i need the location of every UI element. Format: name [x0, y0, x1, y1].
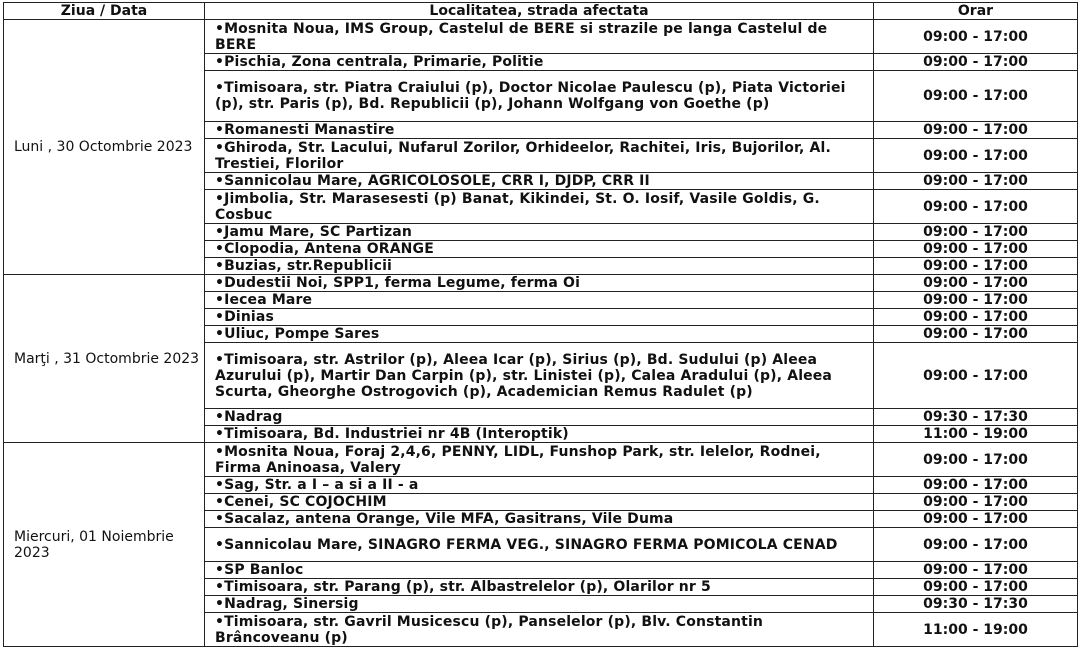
table-row: [4, 20, 1078, 54]
location-cell: •Sannicolau Mare, SINAGRO FERMA VEG., SINAGRO FERMA POMICOLA CENAD: [205, 528, 874, 562]
table-row: [4, 275, 1078, 292]
schedule-cell: 09:00 - 17:00: [874, 54, 1078, 71]
day-cell: Miercuri, 01 Noiembrie 2023: [4, 443, 205, 647]
schedule-cell: 09:00 - 17:00: [874, 326, 1078, 343]
schedule-cell: 09:00 - 17:00: [874, 173, 1078, 190]
location-cell: •Timisoara, str. Piatra Craiului (p), Doctor Nicolae Paulescu (p), Piata Victoriei (p), str. Paris (p), Bd. Republicii (p), Johann Wolfgang von Goethe (p): [205, 71, 874, 122]
schedule-cell: 09:00 - 17:00: [874, 343, 1078, 409]
outage-schedule-table: [3, 2, 1078, 647]
schedule-cell: 09:00 - 17:00: [874, 71, 1078, 122]
schedule-cell: 09:00 - 17:00: [874, 241, 1078, 258]
schedule-cell: 09:00 - 17:00: [874, 275, 1078, 292]
location-cell: •Mosnita Noua, Foraj 2,4,6, PENNY, LIDL, Funshop Park, str. Ielelor, Rodnei, Firma Aninoasa, Valery: [205, 443, 874, 477]
location-cell: •SP Banloc: [205, 562, 874, 579]
schedule-document: [3, 2, 1078, 647]
location-cell: •Iecea Mare: [205, 292, 874, 309]
day-cell: Luni , 30 Octombrie 2023: [4, 20, 205, 275]
location-cell: •Jamu Mare, SC Partizan: [205, 224, 874, 241]
schedule-cell: 09:00 - 17:00: [874, 190, 1078, 224]
header-schedule: Orar: [874, 3, 1078, 20]
schedule-cell: 09:00 - 17:00: [874, 258, 1078, 275]
schedule-cell: 09:00 - 17:00: [874, 443, 1078, 477]
schedule-cell: 09:00 - 17:00: [874, 494, 1078, 511]
location-cell: •Timisoara, str. Gavril Musicescu (p), Panselelor (p), Blv. Constantin Brâncoveanu (p): [205, 613, 874, 647]
schedule-cell: 09:00 - 17:00: [874, 579, 1078, 596]
location-cell: •Sacalaz, antena Orange, Vile MFA, Gasitrans, Vile Duma: [205, 511, 874, 528]
table-header-row: [4, 3, 1078, 20]
schedule-cell: 09:00 - 17:00: [874, 20, 1078, 54]
location-cell: •Pischia, Zona centrala, Primarie, Politie: [205, 54, 874, 71]
schedule-cell: 09:00 - 17:00: [874, 292, 1078, 309]
location-cell: •Ghiroda, Str. Lacului, Nufarul Zorilor, Orhideelor, Rachitei, Iris, Bujorilor, Al. Trestiei, Florilor: [205, 139, 874, 173]
location-cell: •Sag, Str. a I – a si a II - a: [205, 477, 874, 494]
schedule-cell: 09:00 - 17:00: [874, 562, 1078, 579]
location-cell: •Romanesti Manastire: [205, 122, 874, 139]
schedule-cell: 09:00 - 17:00: [874, 477, 1078, 494]
schedule-cell: 09:00 - 17:00: [874, 139, 1078, 173]
location-cell: •Sannicolau Mare, AGRICOLOSOLE, CRR I, DJDP, CRR II: [205, 173, 874, 190]
schedule-cell: 09:00 - 17:00: [874, 122, 1078, 139]
location-cell: •Timisoara, str. Astrilor (p), Aleea Icar (p), Sirius (p), Bd. Sudului (p) Aleea Azurului (p), Martir Dan Carpin (p), str. Linistei (p), Calea Aradului (p), Aleea Scurta, Gheorghe Ostrogovich (p), Academician Remus Radulet (p): [205, 343, 874, 409]
location-cell: •Dudestii Noi, SPP1, ferma Legume, ferma Oi: [205, 275, 874, 292]
location-cell: •Dinias: [205, 309, 874, 326]
table-body: [4, 20, 1078, 647]
location-cell: •Timisoara, str. Parang (p), str. Albastrelelor (p), Olarilor nr 5: [205, 579, 874, 596]
location-cell: •Uliuc, Pompe Sares: [205, 326, 874, 343]
schedule-cell: 11:00 - 19:00: [874, 426, 1078, 443]
location-cell: •Timisoara, Bd. Industriei nr 4B (Interoptik): [205, 426, 874, 443]
schedule-cell: 09:00 - 17:00: [874, 511, 1078, 528]
day-cell: Marţi , 31 Octombrie 2023: [4, 275, 205, 443]
header-location: Localitatea, strada afectata: [205, 3, 874, 20]
location-cell: •Mosnita Noua, IMS Group, Castelul de BERE si strazile pe langa Castelul de BERE: [205, 20, 874, 54]
location-cell: •Nadrag, Sinersig: [205, 596, 874, 613]
location-cell: •Cenei, SC COJOCHIM: [205, 494, 874, 511]
schedule-cell: 09:00 - 17:00: [874, 224, 1078, 241]
table-row: [4, 443, 1078, 477]
location-cell: •Nadrag: [205, 409, 874, 426]
schedule-cell: 09:30 - 17:30: [874, 596, 1078, 613]
schedule-cell: 09:30 - 17:30: [874, 409, 1078, 426]
location-cell: •Clopodia, Antena ORANGE: [205, 241, 874, 258]
schedule-cell: 11:00 - 19:00: [874, 613, 1078, 647]
location-cell: •Buzias, str.Republicii: [205, 258, 874, 275]
header-day: Ziua / Data: [4, 3, 205, 20]
location-cell: •Jimbolia, Str. Marasesesti (p) Banat, Kikindei, St. O. Iosif, Vasile Goldis, G. Cosbuc: [205, 190, 874, 224]
schedule-cell: 09:00 - 17:00: [874, 309, 1078, 326]
schedule-cell: 09:00 - 17:00: [874, 528, 1078, 562]
